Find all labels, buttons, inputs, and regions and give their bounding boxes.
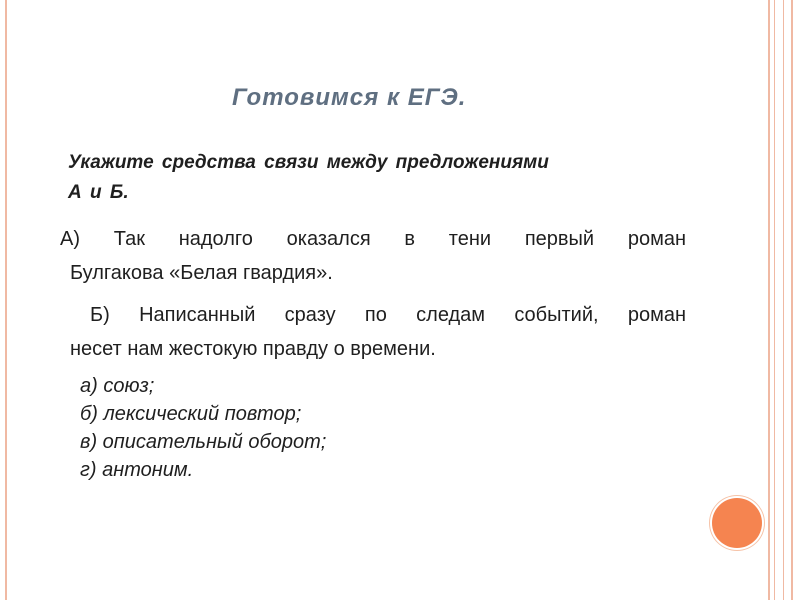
question-line: А и Б.: [68, 182, 129, 203]
sentence-a-line: А) Так надолго оказался в тени первый роман: [60, 228, 686, 250]
sentence-a: [60, 222, 686, 290]
right-border-line: [791, 0, 793, 600]
right-border-line: [774, 0, 775, 600]
sentence-b: [60, 298, 686, 366]
left-border-line: [5, 0, 7, 600]
sentence-a-line: Булгакова «Белая гвардия».: [70, 262, 333, 284]
slide-title: Готовимся к ЕГЭ.: [232, 84, 467, 111]
answer-options: [80, 372, 326, 484]
sentence-b-line: несет нам жестокую правду о времени.: [70, 338, 436, 360]
answer-option: б) лексический повтор;: [80, 403, 302, 425]
answer-option: г) антоним.: [80, 459, 194, 481]
accent-circle: [712, 498, 762, 548]
answer-option: а) союз;: [80, 375, 155, 397]
right-border-line: [783, 0, 784, 600]
answer-option: в) описательный оборот;: [80, 431, 327, 453]
question-line: Укажите средства связи между предложениями: [68, 152, 549, 173]
task-question: [68, 148, 688, 208]
right-border-line: [768, 0, 770, 600]
sentence-b-line: Б) Написанный сразу по следам событий, роман: [90, 304, 686, 326]
